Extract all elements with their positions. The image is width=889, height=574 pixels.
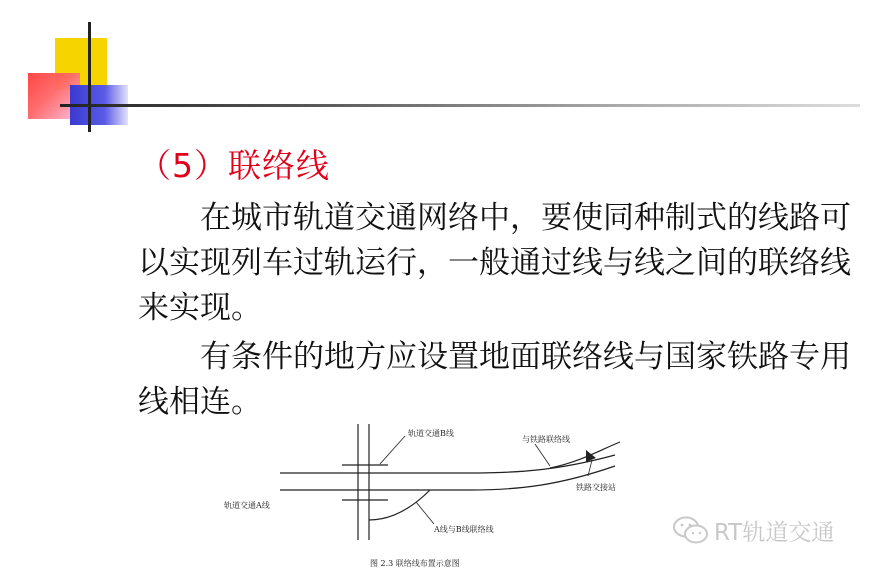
label-line-b: 轨道交通B线 (408, 429, 454, 438)
watermark-text: RT轨道交通 (714, 519, 835, 546)
label-station: 铁路交接站 (576, 483, 616, 492)
label-ab-link: A线与B线联络线 (434, 525, 494, 534)
connection-line-diagram (220, 420, 650, 574)
paragraph-1: 在城市轨道交通网络中，要使同种制式的线路可以实现列车过轨运行，一般通过线与线之间的联络线来实现。 (138, 200, 851, 326)
diagram-drawing (220, 420, 650, 574)
rail-link-curve (550, 442, 620, 468)
decor-vertical-line (88, 22, 91, 132)
label-rail-link: 与铁路联络线 (522, 435, 570, 444)
leader-ab-link (416, 502, 434, 524)
paragraph-2: 有条件的地方应设置地面联络线与国家铁路专用线相连。 (138, 339, 851, 420)
leader-line-b (380, 436, 405, 464)
figure-caption: 图 2.3 联络线布置示意图 (370, 559, 460, 568)
wechat-icon (672, 515, 710, 545)
line-a-track-2 (280, 466, 615, 490)
slide-heading: （5）联络线 (138, 146, 330, 185)
ab-link-curve (369, 490, 430, 520)
watermark (672, 512, 834, 548)
leader-rail-link (535, 444, 550, 466)
decor-horizontal-line (60, 104, 860, 107)
label-line-a: 轨道交通A线 (224, 501, 270, 510)
